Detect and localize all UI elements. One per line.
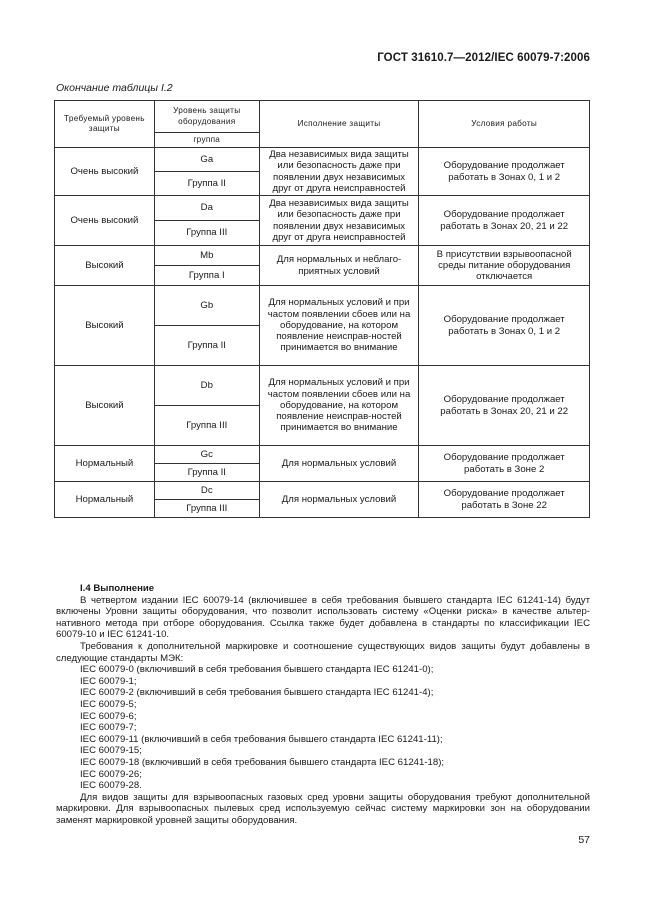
list-item: IEC 60079-1; bbox=[80, 675, 137, 687]
table-row bbox=[55, 246, 590, 266]
list-item: IEC 60079-28. bbox=[80, 780, 142, 792]
paragraph: В четвертом издании IEC 60079-14 (включившее в себя требования бывшего стандарта IEC 61241-14) будут включены Уровни защиты оборудования, что позволит использовать систему «Оценки риска» в качестве альтер-нативного метода при отборе оборудования. Ссылка также будет добавлена в стандарты по классификации IEC 60079-10 и IEC 61241-10. bbox=[56, 594, 590, 641]
table-row bbox=[55, 286, 590, 326]
protection-cell: Для нормальных условий и при частом появлении сбоев или на оборудование, на котором появление неисправ-ностей принимается во внимание bbox=[259, 286, 419, 366]
conditions-cell: Оборудование продолжает работать в Зонах 0, 1 и 2 bbox=[419, 286, 590, 366]
header-row bbox=[55, 101, 590, 133]
conditions-cell: Оборудование продолжает работать в Зонах 20, 21 и 22 bbox=[419, 196, 590, 246]
protection-cell: Два независимых вида защиты или безопасность даже при появлении двух независимых друг от друга неисправностей bbox=[259, 196, 419, 246]
epl-cell: Gc bbox=[154, 446, 259, 464]
document-header: ГОСТ 31610.7—2012/IEC 60079-7:2006 bbox=[377, 52, 590, 64]
list-item: IEC 60079-7; bbox=[80, 722, 137, 734]
required-level-cell: Высокий bbox=[55, 286, 155, 366]
conditions-cell: В присутствии взрывоопасной среды питание оборудования отключается bbox=[419, 246, 590, 286]
group-cell: Группа III bbox=[154, 406, 259, 446]
list-item: IEC 60079-2 (включивший в себя требования бывшего стандарта IEC 61241-4); bbox=[80, 687, 434, 699]
required-level-cell: Очень высокий bbox=[55, 196, 155, 246]
group-cell: Группа II bbox=[154, 172, 259, 196]
required-level-cell: Очень высокий bbox=[55, 148, 155, 196]
list-item: IEC 60079-26; bbox=[80, 768, 142, 780]
conditions-cell: Оборудование продолжает работать в Зоне 2 bbox=[419, 446, 590, 482]
protection-cell: Для нормальных условий bbox=[259, 482, 419, 518]
required-level-cell: Нормальный bbox=[55, 446, 155, 482]
protection-cell: Для нормальных и неблаго-приятных условий bbox=[259, 246, 419, 286]
header-required-level: Требуемый уровень защиты bbox=[55, 101, 155, 148]
header-protection: Исполнение защиты bbox=[259, 101, 419, 148]
table-row bbox=[55, 366, 590, 406]
section-body bbox=[56, 583, 590, 826]
list-item: IEC 60079-0 (включивший в себя требования бывшего стандарта IEC 61241-0); bbox=[80, 664, 434, 676]
table-caption: Окончание таблицы I.2 bbox=[56, 82, 173, 94]
table-row bbox=[55, 482, 590, 500]
table-row bbox=[55, 196, 590, 221]
conditions-cell: Оборудование продолжает работать в Зонах 20, 21 и 22 bbox=[419, 366, 590, 446]
protection-cell: Два независимых вида защиты или безопасность даже при появлении двух независимых друг от друга неисправностей bbox=[259, 148, 419, 196]
conditions-cell: Оборудование продолжает работать в Зонах 0, 1 и 2 bbox=[419, 148, 590, 196]
list-item: IEC 60079-15; bbox=[80, 745, 142, 757]
list-item: IEC 60079-5; bbox=[80, 698, 137, 710]
required-level-cell: Нормальный bbox=[55, 482, 155, 518]
epl-cell: Da bbox=[154, 196, 259, 221]
required-level-cell: Высокий bbox=[55, 366, 155, 446]
protection-cell: Для нормальных условий bbox=[259, 446, 419, 482]
table-row bbox=[55, 148, 590, 172]
epl-cell: Db bbox=[154, 366, 259, 406]
group-cell: Группа III bbox=[154, 500, 259, 518]
epl-cell: Dc bbox=[154, 482, 259, 500]
group-cell: Группа II bbox=[154, 464, 259, 482]
epl-cell: Ga bbox=[154, 148, 259, 172]
table-row bbox=[55, 446, 590, 464]
requirements-table bbox=[54, 100, 590, 518]
protection-cell: Для нормальных условий и при частом появлении сбоев или на оборудование, на котором появление неисправ-ностей принимается во внимание bbox=[259, 366, 419, 446]
header-group: группа bbox=[154, 133, 259, 148]
epl-cell: Mb bbox=[154, 246, 259, 266]
paragraph: Для видов защиты для взрывоопасных газовых сред уровни защиты оборудования требуют дополнительной маркировки. Для взрывоопасных пылевых сред используемую сейчас систему маркировки зон на оборудовании заменят маркировкой уровней защиты оборудования. bbox=[56, 791, 590, 826]
header-equipment-level: Уровень защиты оборудования bbox=[154, 101, 259, 133]
conditions-cell: Оборудование продолжает работать в Зоне 22 bbox=[419, 482, 590, 518]
list-item: IEC 60079-6; bbox=[80, 710, 137, 722]
list-item: IEC 60079-11 (включивший в себя требования бывшего стандарта IEC 61241-11); bbox=[80, 733, 443, 745]
epl-cell: Gb bbox=[154, 286, 259, 326]
group-cell: Группа I bbox=[154, 266, 259, 286]
group-cell: Группа II bbox=[154, 326, 259, 366]
list-item: IEC 60079-18 (включивший в себя требования бывшего стандарта IEC 61241-18); bbox=[80, 756, 445, 768]
page-number: 57 bbox=[578, 834, 590, 846]
required-level-cell: Высокий bbox=[55, 246, 155, 286]
header-conditions: Условия работы bbox=[419, 101, 590, 148]
section-title: I.4 Выполнение bbox=[80, 583, 155, 594]
paragraph: Требования к дополнительной маркировке и соотношение существующих видов защиты будут добавлены в следующие стандарты МЭК: bbox=[56, 640, 590, 664]
group-cell: Группа III bbox=[154, 221, 259, 246]
